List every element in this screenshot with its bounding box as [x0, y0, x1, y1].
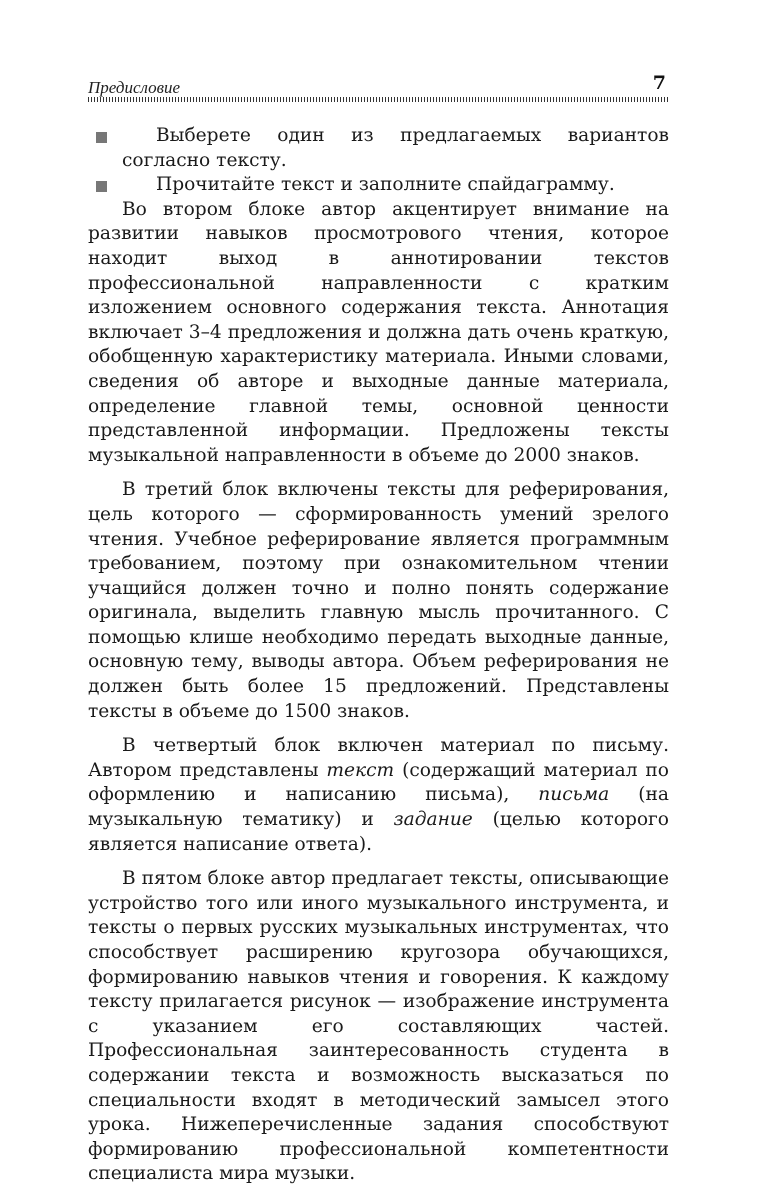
bullet-text: Выберете один из предлагаемых вариантов согласно тексту.	[122, 125, 669, 171]
page-body	[88, 124, 669, 1187]
header-dotted-rule	[88, 97, 668, 102]
paragraph-fifth-block: В пятом блоке автор предлагает тексты, описывающие устройство того или иного музыкального инструмента, и тексты о первых русских музыкальных инструментах, что способствует расширению кругозора обучающихся, формированию навыков чтения и говорения. К каждому тексту прилагается рисунок — изображение инструмента с указанием его составляющих частей. Профессиональная заинтересованность студента в содержании текста и возможность высказаться по специальности входят в методический замысел этого урока. Нижеперечисленные задания способствуют формированию профессиональной компетентности специалиста мира музыки.	[88, 868, 669, 1185]
section-title: Предисловие	[88, 78, 181, 97]
text-fragment: (на музыкальную тематику) и	[88, 784, 669, 831]
italic-term-task: задание	[393, 809, 473, 831]
text-fragment: (содержащий материал по оформлению и написанию письма),	[88, 759, 669, 806]
bullet-item	[88, 173, 669, 198]
paragraph-fourth-block	[88, 734, 669, 857]
square-bullet-icon	[96, 132, 107, 143]
italic-term-letters: письма	[538, 784, 610, 806]
paragraph-third-block: В третий блок включены тексты для реферирования, цель которого — сформированность умений зрелого чтения. Учебное реферирование является программным требованием, поэтому при ознакомительном чтении учащийся должен точно и полно понять содержание оригинала, выделить главную мысль прочитанного. С помощью клише необходимо передать выходные данные, основную тему, выводы автора. Объем реферирования не должен быть более 15 предложений. Представлены тексты в объеме до 1500 знаков.	[88, 479, 669, 722]
paragraph-second-block: Во втором блоке автор акцентирует внимание на развитии навыков просмотрового чтения, которое находит выход в аннотировании текстов профессиональной направленности с кратким изложением основного содержания текста. Аннотация включает 3–4 предложения и должна дать очень краткую, обобщенную характеристику материала. Иными словами, сведения об авторе и выходные данные материала, определение главной темы, основной ценности представленной информации. Предложены тексты музыкальной направленности в объеме до 2000 знаков.	[88, 198, 669, 466]
text-fragment: (целью которого является написание ответа).	[88, 809, 669, 855]
square-bullet-icon	[96, 181, 107, 192]
running-header	[88, 72, 668, 102]
page-number: 7	[652, 72, 666, 94]
italic-term-text: текст	[326, 759, 395, 781]
bullet-text: Прочитайте текст и заполните спайдаграмму.	[156, 174, 615, 196]
bullet-item	[88, 124, 669, 173]
text-fragment: В четвертый блок включен материал по письму. Автором представлены	[88, 735, 669, 781]
